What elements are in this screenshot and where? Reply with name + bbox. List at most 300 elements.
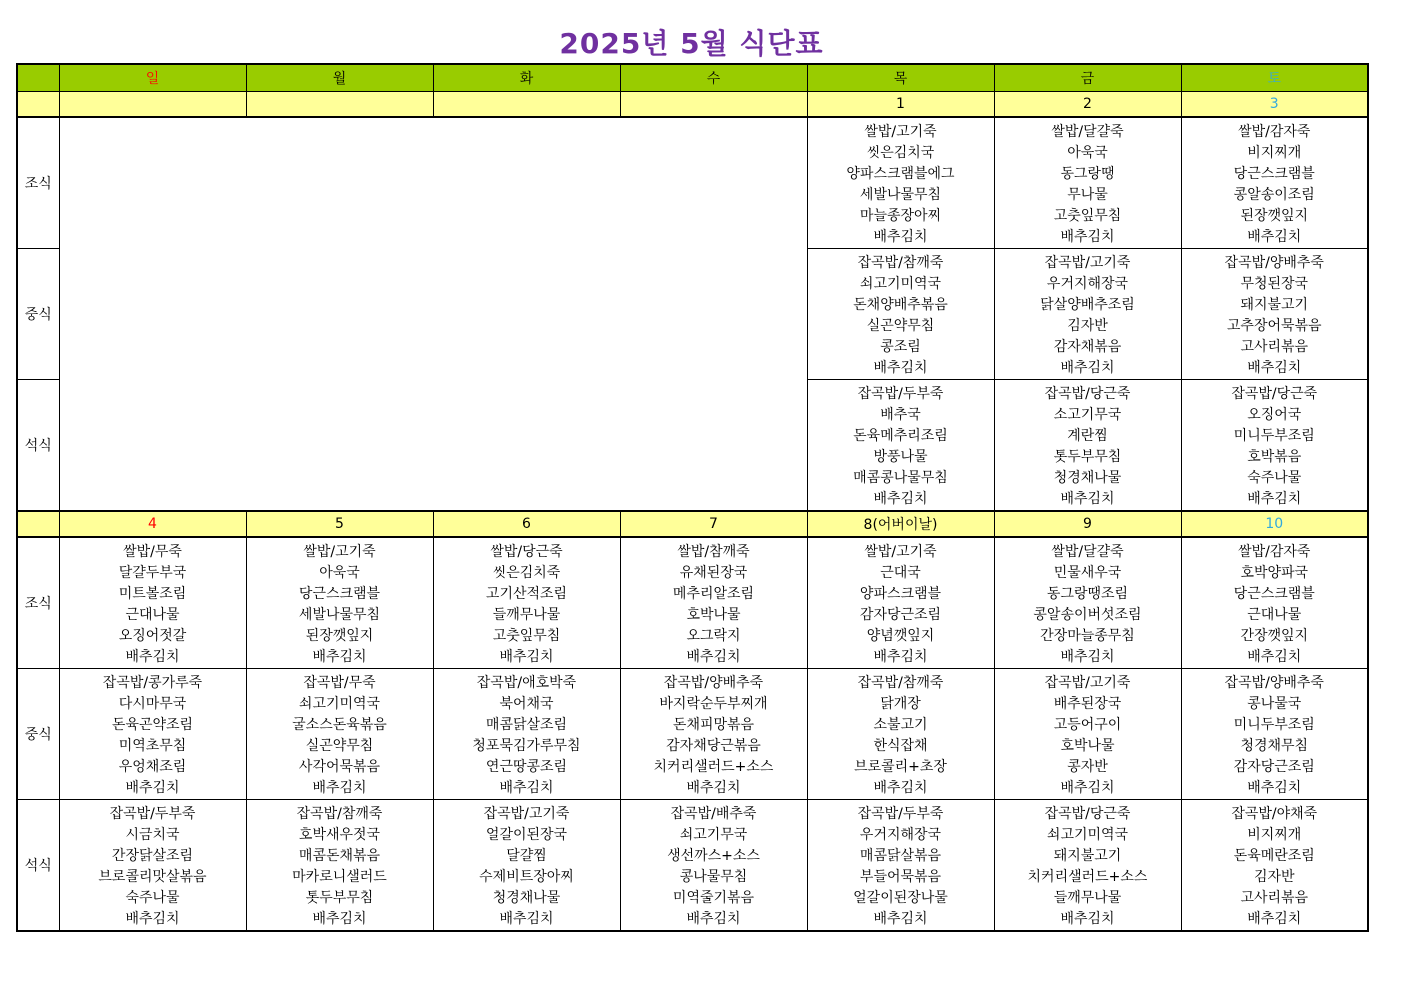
menu-cell	[994, 800, 1181, 932]
menu-items	[808, 669, 994, 799]
menu-items	[621, 669, 807, 799]
menu-cell	[620, 537, 807, 669]
menu-item: 청경채나물	[492, 890, 561, 906]
menu-cell	[994, 249, 1181, 380]
meal-row-breakfast	[17, 117, 1368, 249]
menu-item: 메추리알조림	[672, 586, 755, 602]
menu-item: 시금치국	[125, 827, 180, 843]
menu-item: 무청된장국	[1240, 276, 1309, 292]
menu-cell	[433, 800, 620, 932]
menu-item: 잡곡밥/당근죽	[1044, 386, 1131, 402]
menu-item: 쇠고기미역국	[298, 696, 381, 712]
date-corner	[17, 511, 59, 537]
menu-items	[808, 538, 994, 668]
menu-item: 돈육메란조림	[1233, 848, 1315, 864]
menu-item: 호박양파국	[1240, 565, 1309, 581]
menu-cell	[807, 380, 994, 512]
menu-items	[995, 538, 1181, 668]
menu-item: 사각어묵볶음	[298, 759, 381, 775]
menu-item: 마카로니샐러드	[292, 869, 387, 885]
menu-items	[808, 800, 994, 930]
menu-item: 고기산적조림	[485, 586, 568, 602]
menu-item: 브로콜리+초장	[854, 759, 947, 775]
menu-item: 호박나물	[1060, 738, 1115, 754]
menu-item: 잡곡밥/양배추죽	[663, 675, 764, 691]
menu-item: 우거지해장국	[859, 827, 942, 843]
menu-item: 호박나물	[686, 607, 741, 623]
menu-items	[621, 800, 807, 930]
menu-items	[1182, 669, 1368, 799]
menu-item: 바지락순두부찌개	[659, 696, 768, 712]
menu-items	[247, 669, 433, 799]
menu-item: 들깨무나물	[492, 607, 561, 623]
day-label: 월	[332, 71, 347, 87]
menu-item: 세발나물무침	[298, 607, 381, 623]
menu-item: 우거지해장국	[1046, 276, 1129, 292]
menu-item: 쌀밥/당근죽	[490, 544, 563, 560]
menu-items	[995, 669, 1181, 799]
date-label: 9	[1083, 516, 1092, 532]
menu-item: 실곤약무침	[866, 318, 935, 334]
menu-item: 배추김치	[499, 649, 554, 665]
menu-items	[434, 538, 620, 668]
menu-cell	[994, 117, 1181, 249]
menu-item: 잡곡밥/고기죽	[1044, 255, 1131, 271]
menu-cell	[433, 669, 620, 800]
menu-item: 방풍나물	[873, 449, 928, 465]
menu-cell	[59, 537, 246, 669]
menu-item: 돈육곤약조림	[111, 717, 194, 733]
menu-item: 배추김치	[1247, 780, 1302, 796]
menu-item: 비지찌개	[1247, 827, 1302, 843]
date-cell	[994, 511, 1181, 537]
menu-item: 잡곡밥/두부죽	[857, 806, 944, 822]
menu-item: 콩알송이조림	[1233, 187, 1315, 203]
menu-item: 간장닭살조림	[111, 848, 194, 864]
menu-item: 근대나물	[1247, 607, 1302, 623]
menu-item: 근대국	[880, 565, 921, 581]
day-header-row	[17, 64, 1368, 92]
meal-label-dinner	[17, 800, 59, 932]
menu-cell	[1181, 669, 1368, 800]
menu-item: 매콤콩나물무침	[853, 470, 948, 486]
menu-item: 배추김치	[686, 911, 741, 927]
menu-item: 미니두부조림	[1233, 717, 1315, 733]
menu-items	[434, 669, 620, 799]
menu-item: 배추김치	[873, 911, 928, 927]
menu-item: 감자채당근볶음	[666, 738, 761, 754]
menu-item: 호박볶음	[1247, 449, 1302, 465]
date-cell	[246, 92, 433, 118]
menu-item: 쇠고기무국	[679, 827, 748, 843]
header-corner	[17, 64, 59, 92]
menu-cell	[994, 537, 1181, 669]
menu-cell	[807, 800, 994, 932]
meal-label-breakfast	[17, 537, 59, 669]
menu-item: 실곤약무침	[305, 738, 374, 754]
meal-label-text: 중식	[24, 307, 52, 323]
menu-items	[60, 800, 246, 930]
menu-items	[60, 538, 246, 668]
menu-cell	[807, 249, 994, 380]
date-label: 3	[1269, 96, 1279, 112]
date-cell	[433, 511, 620, 537]
menu-item: 달걀찜	[506, 848, 547, 864]
day-header-fri	[994, 64, 1181, 92]
menu-item: 콩나물국	[1247, 696, 1302, 712]
menu-item: 쇠고기미역국	[1046, 827, 1129, 843]
menu-item: 간장깻잎지	[1240, 628, 1309, 644]
menu-item: 김자반	[1067, 318, 1108, 334]
menu-item: 북어채국	[499, 696, 554, 712]
date-cell	[620, 92, 807, 118]
menu-item: 잡곡밥/참깨죽	[857, 255, 944, 271]
menu-item: 얼갈이된장나물	[853, 890, 948, 906]
menu-items	[621, 538, 807, 668]
menu-item: 배추김치	[873, 360, 928, 376]
menu-cell	[1181, 380, 1368, 512]
menu-item: 배추김치	[1060, 780, 1115, 796]
menu-item: 배추김치	[873, 491, 928, 507]
menu-item: 쌀밥/달걀죽	[1051, 544, 1124, 560]
menu-item: 유채된장국	[679, 565, 748, 581]
menu-item: 콩자반	[1067, 759, 1108, 775]
menu-item: 배추김치	[312, 780, 367, 796]
date-cell	[1181, 92, 1368, 118]
menu-cell	[1181, 117, 1368, 249]
date-label: 8(어버이날)	[863, 517, 938, 533]
date-label: 1	[896, 96, 905, 112]
menu-items	[1182, 538, 1368, 668]
meal-label-text: 조식	[24, 176, 52, 192]
menu-item: 쌀밥/고기죽	[303, 544, 376, 560]
menu-item: 쌀밥/달걀죽	[1051, 124, 1124, 140]
menu-table	[16, 63, 1369, 932]
menu-item: 고춧잎무침	[492, 628, 561, 644]
menu-cell	[620, 800, 807, 932]
menu-item: 잡곡밥/고기죽	[1044, 675, 1131, 691]
menu-items	[1182, 118, 1368, 248]
menu-item: 배추된장국	[1053, 696, 1122, 712]
menu-item: 닭살양배추조림	[1040, 297, 1135, 313]
menu-item: 잡곡밥/양배추죽	[1224, 675, 1324, 691]
menu-items	[1182, 249, 1368, 379]
menu-item: 한식잡채	[873, 738, 928, 754]
menu-item: 소불고기	[873, 717, 928, 733]
menu-item: 잡곡밥/당근죽	[1044, 806, 1131, 822]
menu-item: 배추김치	[1247, 229, 1302, 245]
day-header-sat	[1181, 64, 1368, 92]
menu-item: 당근스크램블	[298, 586, 381, 602]
menu-cell	[620, 669, 807, 800]
meal-label-lunch	[17, 249, 59, 380]
menu-item: 고등어구이	[1053, 717, 1122, 733]
menu-item: 배추김치	[1060, 491, 1115, 507]
menu-item: 돈육메추리조림	[853, 428, 948, 444]
menu-item: 수제비트장아찌	[479, 869, 574, 885]
menu-cell	[433, 537, 620, 669]
menu-item: 잡곡밥/애호박죽	[476, 675, 577, 691]
date-row-week2	[17, 511, 1368, 537]
menu-item: 톳두부무침	[1053, 449, 1122, 465]
menu-item: 닭개장	[880, 696, 921, 712]
menu-item: 쌀밥/참깨죽	[677, 544, 750, 560]
menu-item: 미역초무침	[118, 738, 187, 754]
menu-item: 콩알송이버섯조림	[1033, 607, 1142, 623]
date-cell	[59, 92, 246, 118]
menu-item: 돼지불고기	[1053, 848, 1122, 864]
menu-item: 세발나물무침	[859, 187, 942, 203]
menu-item: 고춧잎무침	[1053, 208, 1122, 224]
menu-item: 김자반	[1253, 869, 1295, 885]
date-label: 7	[709, 516, 718, 532]
menu-items	[808, 249, 994, 379]
meal-label-text: 석식	[24, 858, 52, 874]
menu-item: 쌀밥/고기죽	[864, 544, 937, 560]
menu-item: 배추김치	[873, 649, 928, 665]
menu-item: 배추김치	[312, 911, 367, 927]
menu-item: 감자당근조림	[1233, 759, 1315, 775]
menu-cell	[1181, 249, 1368, 380]
date-cell	[433, 92, 620, 118]
menu-item: 매콤돈채볶음	[298, 848, 381, 864]
menu-item: 무나물	[1067, 187, 1108, 203]
menu-item: 치커리샐러드+소스	[653, 759, 774, 775]
menu-item: 당근스크램블	[1233, 166, 1315, 182]
date-cell	[1181, 511, 1368, 537]
day-header-thu	[807, 64, 994, 92]
meal-label-text: 중식	[24, 727, 52, 743]
menu-item: 쌀밥/감자죽	[1238, 544, 1311, 560]
menu-items	[995, 118, 1181, 248]
menu-item: 달걀두부국	[118, 565, 187, 581]
menu-item: 씻은김치국	[866, 145, 935, 161]
menu-item: 양파스크램블	[859, 586, 942, 602]
menu-item: 숙주나물	[1247, 470, 1302, 486]
menu-item: 잡곡밥/두부죽	[857, 386, 944, 402]
menu-item: 콩조림	[880, 339, 921, 355]
menu-cell	[994, 669, 1181, 800]
menu-item: 오징어젓갈	[118, 628, 187, 644]
menu-item: 감자당근조림	[859, 607, 942, 623]
date-cell	[807, 511, 994, 537]
date-row-week1	[17, 92, 1368, 118]
menu-item: 마늘종장아찌	[859, 208, 942, 224]
menu-cell	[807, 537, 994, 669]
menu-item: 배추김치	[686, 649, 741, 665]
menu-items	[247, 538, 433, 668]
menu-item: 당근스크램블	[1233, 586, 1315, 602]
menu-item: 미역줄기볶음	[672, 890, 755, 906]
menu-item: 배추김치	[1060, 229, 1115, 245]
menu-item: 숙주나물	[125, 890, 180, 906]
menu-item: 배추김치	[686, 780, 741, 796]
menu-item: 쇠고기미역국	[859, 276, 942, 292]
menu-cell	[59, 800, 246, 932]
menu-item: 간장마늘종무침	[1040, 628, 1135, 644]
date-cell	[246, 511, 433, 537]
menu-item: 돼지불고기	[1240, 297, 1309, 313]
menu-item: 브로콜리맛살볶음	[98, 869, 207, 885]
menu-item: 아욱국	[319, 565, 360, 581]
menu-item: 호박새우젓국	[298, 827, 381, 843]
menu-cell	[246, 537, 433, 669]
menu-item: 부들어묵볶음	[859, 869, 942, 885]
menu-item: 고추장어묵볶음	[1226, 318, 1322, 334]
menu-item: 잡곡밥/참깨죽	[857, 675, 944, 691]
menu-cell	[1181, 800, 1368, 932]
menu-item: 배추김치	[125, 649, 180, 665]
menu-item: 잡곡밥/양배추죽	[1224, 255, 1324, 271]
menu-cell	[807, 669, 994, 800]
menu-item: 잡곡밥/고기죽	[483, 806, 570, 822]
menu-items	[1182, 800, 1368, 930]
menu-item: 굴소스돈육볶음	[292, 717, 387, 733]
menu-item: 우엉채조림	[118, 759, 187, 775]
menu-item: 동그랑땡조림	[1046, 586, 1129, 602]
menu-item: 돈채양배추볶음	[853, 297, 948, 313]
page-title: 2025년 5월 식단표	[559, 27, 824, 60]
day-label: 화	[519, 71, 534, 87]
day-label: 일	[145, 71, 160, 87]
day-label: 토	[1267, 71, 1282, 87]
menu-item: 잡곡밥/무죽	[303, 675, 376, 691]
day-header-mon	[246, 64, 433, 92]
menu-items	[995, 800, 1181, 930]
menu-item: 오그락지	[686, 628, 741, 644]
menu-item: 배추김치	[125, 780, 180, 796]
menu-item: 잡곡밥/두부죽	[109, 806, 196, 822]
date-label: 10	[1265, 516, 1284, 532]
menu-item: 배추김치	[312, 649, 367, 665]
menu-item: 배추김치	[1247, 491, 1302, 507]
menu-item: 연근땅콩조림	[485, 759, 568, 775]
date-corner	[17, 92, 59, 118]
menu-item: 배추김치	[499, 911, 554, 927]
menu-item: 잡곡밥/참깨죽	[296, 806, 383, 822]
date-cell	[807, 92, 994, 118]
date-label: 6	[522, 516, 531, 532]
menu-item: 고사리볶음	[1240, 890, 1309, 906]
menu-item: 배추김치	[1247, 911, 1302, 927]
menu-item: 계란찜	[1067, 428, 1108, 444]
menu-item: 쌀밥/감자죽	[1238, 124, 1311, 140]
menu-cell	[994, 380, 1181, 512]
menu-item: 매콤닭살볶음	[859, 848, 942, 864]
menu-item: 생선까스+소스	[667, 848, 760, 864]
menu-item: 배추김치	[125, 911, 180, 927]
menu-item: 소고기무국	[1053, 407, 1122, 423]
date-cell	[994, 92, 1181, 118]
meal-label-lunch	[17, 669, 59, 800]
menu-cell	[246, 800, 433, 932]
meal-row-breakfast	[17, 537, 1368, 669]
menu-item: 민물새우국	[1053, 565, 1122, 581]
menu-item: 배추김치	[873, 229, 928, 245]
menu-item: 치커리샐러드+소스	[1027, 869, 1148, 885]
meal-label-breakfast	[17, 117, 59, 249]
day-header-tue	[433, 64, 620, 92]
day-label: 수	[706, 71, 721, 87]
menu-cell	[1181, 537, 1368, 669]
menu-items	[247, 800, 433, 930]
menu-item: 들깨무나물	[1053, 890, 1122, 906]
menu-item: 양념깻잎지	[866, 628, 935, 644]
menu-item: 쌀밥/무죽	[123, 544, 182, 560]
menu-item: 비지찌개	[1247, 145, 1302, 161]
menu-item: 청경채무침	[1240, 738, 1309, 754]
menu-item: 아욱국	[1067, 145, 1108, 161]
menu-item: 동그랑땡	[1060, 166, 1115, 182]
date-cell	[620, 511, 807, 537]
day-label: 목	[893, 71, 908, 87]
meal-row-lunch	[17, 669, 1368, 800]
menu-item: 돈채피망볶음	[672, 717, 755, 733]
menu-item: 감자채볶음	[1053, 339, 1122, 355]
menu-item: 배추김치	[499, 780, 554, 796]
menu-cell	[59, 669, 246, 800]
menu-item: 콩나물무침	[679, 869, 748, 885]
menu-item: 고사리볶음	[1240, 339, 1309, 355]
menu-item: 다시마무국	[118, 696, 187, 712]
menu-item: 매콤닭살조림	[485, 717, 568, 733]
menu-item: 잡곡밥/야채죽	[1231, 806, 1318, 822]
menu-item: 잡곡밥/배추죽	[670, 806, 757, 822]
meal-label-text: 조식	[24, 596, 52, 612]
menu-item: 쌀밥/고기죽	[864, 124, 937, 140]
menu-item: 배추김치	[1060, 649, 1115, 665]
day-label: 금	[1080, 71, 1095, 87]
menu-item: 청포묵김가루무침	[472, 738, 581, 754]
meal-label-dinner	[17, 380, 59, 512]
menu-item: 씻은김치죽	[492, 565, 561, 581]
day-header-sun	[59, 64, 246, 92]
menu-item: 잡곡밥/콩가루죽	[102, 675, 203, 691]
menu-items	[434, 800, 620, 930]
menu-item: 배추김치	[873, 780, 928, 796]
menu-item: 배추김치	[1060, 360, 1115, 376]
date-label: 4	[148, 516, 157, 532]
menu-item: 톳두부무침	[305, 890, 374, 906]
date-cell	[59, 511, 246, 537]
menu-item: 미니두부조림	[1233, 428, 1315, 444]
menu-cell	[807, 117, 994, 249]
menu-cell	[246, 669, 433, 800]
menu-items	[995, 249, 1181, 379]
meal-label-text: 석식	[24, 438, 52, 454]
menu-item: 청경채나물	[1053, 470, 1122, 486]
menu-item: 얼갈이된장국	[485, 827, 568, 843]
menu-item: 배추김치	[1247, 360, 1302, 376]
menu-item: 양파스크램블에그	[846, 166, 955, 182]
menu-item: 배추국	[880, 407, 921, 423]
menu-items	[808, 380, 994, 510]
menu-items	[60, 669, 246, 799]
menu-items	[808, 118, 994, 248]
meal-row-dinner	[17, 800, 1368, 932]
menu-item: 된장깻잎지	[1240, 208, 1309, 224]
menu-item: 된장깻잎지	[305, 628, 374, 644]
day-header-wed	[620, 64, 807, 92]
menu-item: 오징어국	[1247, 407, 1302, 423]
menu-items	[995, 380, 1181, 510]
menu-item: 배추김치	[1060, 911, 1115, 927]
menu-items	[1182, 380, 1368, 510]
date-label: 2	[1083, 96, 1092, 112]
menu-item: 잡곡밥/당근죽	[1231, 386, 1318, 402]
empty-days-cell	[59, 117, 807, 511]
menu-item: 근대나물	[125, 607, 180, 623]
